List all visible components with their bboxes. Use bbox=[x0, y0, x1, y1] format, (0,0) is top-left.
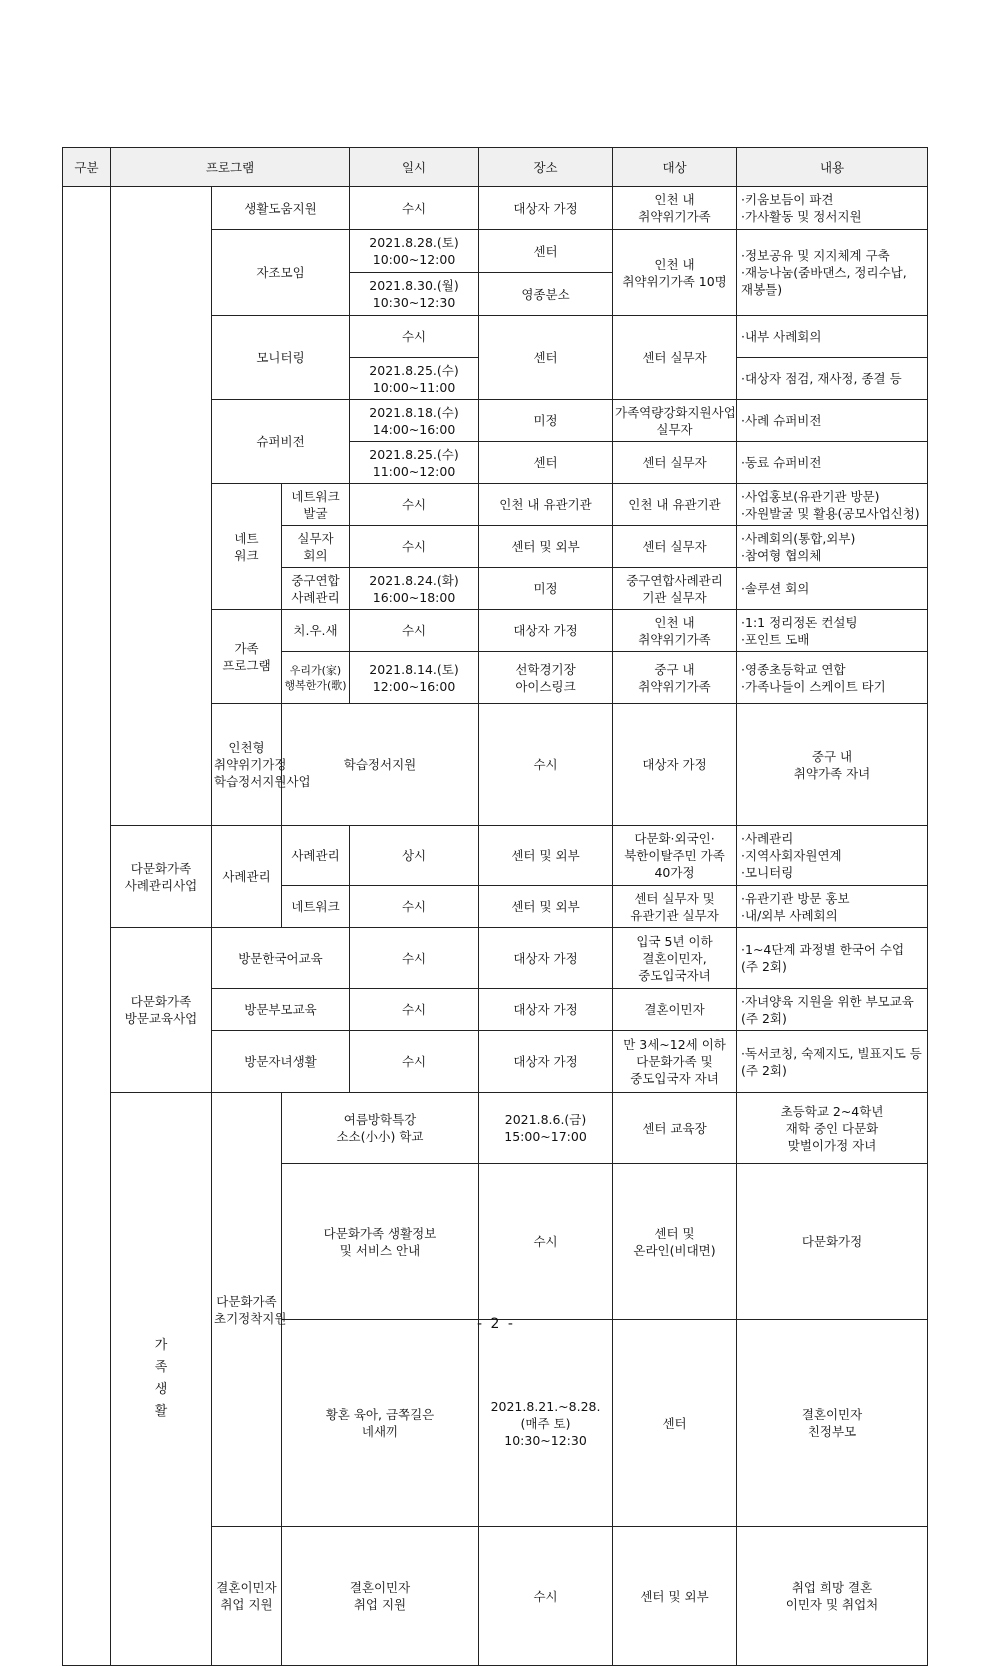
date-cell: 수시 bbox=[479, 1527, 613, 1666]
table-row bbox=[63, 1093, 928, 1164]
place-cell: 선학경기장 아이스링크 bbox=[479, 652, 613, 704]
target-cell: 인천 내 취약위기가족 10명 bbox=[613, 230, 737, 316]
group-cell-blank bbox=[111, 187, 212, 826]
table-row bbox=[63, 826, 928, 886]
target-cell: 초등학교 2~4학년 재학 중인 다문화 맞벌이가정 자녀 bbox=[737, 1093, 928, 1164]
place-cell: 센터 및 외부 bbox=[479, 826, 613, 886]
date-cell: 수시 bbox=[350, 610, 479, 652]
program-name: 여름방학특강 소소(小小) 학교 bbox=[282, 1093, 479, 1164]
category-family-life: 가 족 생 활 bbox=[111, 1093, 212, 1666]
content-cell: ·대상자 점검, 재사정, 종결 등 bbox=[737, 358, 928, 400]
place-cell: 대상자 가정 bbox=[479, 1031, 613, 1093]
content-cell: ·솔루션 회의 bbox=[737, 568, 928, 610]
date-cell: 수시 bbox=[350, 989, 479, 1031]
content-cell: ·사례관리 ·지역사회자원연계 ·모니터링 bbox=[737, 826, 928, 886]
group-name: 다문화가족 초기정착지원 bbox=[212, 1093, 282, 1527]
program-name: 방문한국어교육 bbox=[212, 928, 350, 989]
target-cell: 인천 내 취약위기가족 bbox=[613, 187, 737, 230]
program-name: 사례관리 bbox=[282, 826, 350, 886]
content-cell: ·유관기관 방문 홍보 ·내/외부 사례회의 bbox=[737, 886, 928, 928]
program-name: 치.우.새 bbox=[282, 610, 350, 652]
program-name: 학습정서지원 bbox=[282, 704, 479, 826]
date-cell: 2021.8.6.(금) 15:00~17:00 bbox=[479, 1093, 613, 1164]
place-cell: 센터 bbox=[613, 1320, 737, 1527]
header-row bbox=[63, 148, 928, 187]
place-cell: 대상자 가정 bbox=[479, 989, 613, 1031]
target-cell: 취업 희망 결혼 이민자 및 취업처 bbox=[737, 1527, 928, 1666]
date-cell: 수시 bbox=[350, 316, 479, 358]
place-cell: 센터 교육장 bbox=[613, 1093, 737, 1164]
program-name: 생활도움지원 bbox=[212, 187, 350, 230]
program-name: 네트워크 발굴 bbox=[282, 484, 350, 526]
program-name: 우리가(家) 행복한가(歌) bbox=[282, 652, 350, 704]
place-cell: 대상자 가정 bbox=[479, 610, 613, 652]
content-cell: ·독서코칭, 숙제지도, 빌표지도 등 (주 2회) bbox=[737, 1031, 928, 1093]
date-cell: 상시 bbox=[350, 826, 479, 886]
program-name: 슈퍼비전 bbox=[212, 400, 350, 484]
program-table bbox=[62, 147, 928, 1666]
table-row bbox=[63, 928, 928, 989]
date-cell: 수시 bbox=[479, 704, 613, 826]
group-name: 결혼이민자 취업 지원 bbox=[212, 1527, 282, 1666]
content-cell: ·사례 슈퍼비전 bbox=[737, 400, 928, 442]
content-cell: ·동료 슈퍼비전 bbox=[737, 442, 928, 484]
program-name: 실무자 회의 bbox=[282, 526, 350, 568]
date-cell: 2021.8.25.(수) 11:00~12:00 bbox=[350, 442, 479, 484]
place-cell: 센터 bbox=[479, 230, 613, 273]
header-program: 프로그램 bbox=[111, 148, 350, 187]
content-cell: ·영종초등학교 연합 ·가족나들이 스케이트 타기 bbox=[737, 652, 928, 704]
program-name: 방문자녀생활 bbox=[212, 1031, 350, 1093]
target-cell: 입국 5년 이하 결혼이민자, 중도입국자녀 bbox=[613, 928, 737, 989]
header-target: 대상 bbox=[613, 148, 737, 187]
program-name: 중구연합 사례관리 bbox=[282, 568, 350, 610]
content-cell: ·자녀양육 지원을 위한 부모교육 (주 2회) bbox=[737, 989, 928, 1031]
target-cell: 센터 실무자 bbox=[613, 316, 737, 400]
target-cell: 결혼이민자 bbox=[613, 989, 737, 1031]
date-cell: 수시 bbox=[350, 526, 479, 568]
group-name: 인천형 취약위기가정 학습정서지원사업 bbox=[212, 704, 282, 826]
date-cell: 2021.8.25.(수) 10:00~11:00 bbox=[350, 358, 479, 400]
place-cell: 대상자 가정 bbox=[479, 187, 613, 230]
place-cell: 센터 및 외부 bbox=[479, 886, 613, 928]
date-cell: 수시 bbox=[350, 1031, 479, 1093]
place-cell: 영종분소 bbox=[479, 273, 613, 316]
target-cell: 결혼이민자 친정부모 bbox=[737, 1320, 928, 1527]
date-cell: 2021.8.24.(화) 16:00~18:00 bbox=[350, 568, 479, 610]
date-cell: 2021.8.28.(토) 10:00~12:00 bbox=[350, 230, 479, 273]
program-name: 네트워크 bbox=[282, 886, 350, 928]
place-cell: 센터 bbox=[479, 442, 613, 484]
target-cell: 다문화가정 bbox=[737, 1164, 928, 1320]
date-cell: 수시 bbox=[350, 886, 479, 928]
target-cell: 인천 내 취약위기가족 bbox=[613, 610, 737, 652]
category-cell-blank bbox=[63, 187, 111, 1666]
target-cell: 인천 내 유관기관 bbox=[613, 484, 737, 526]
target-cell: 가족역량강화지원사업 실무자 bbox=[613, 400, 737, 442]
header-place: 장소 bbox=[479, 148, 613, 187]
date-cell: 수시 bbox=[350, 187, 479, 230]
content-cell: ·1~4단계 과정별 한국어 수업 (주 2회) bbox=[737, 928, 928, 989]
program-name: 방문부모교육 bbox=[212, 989, 350, 1031]
date-cell: 수시 bbox=[479, 1164, 613, 1320]
program-name: 자조모임 bbox=[212, 230, 350, 316]
place-cell: 미정 bbox=[479, 400, 613, 442]
date-cell: 2021.8.14.(토) 12:00~16:00 bbox=[350, 652, 479, 704]
subgroup-network: 네트 워크 bbox=[212, 484, 282, 610]
date-cell: 수시 bbox=[350, 484, 479, 526]
content-cell: ·사업홍보(유관기관 방문) ·자원발굴 및 활용(공모사업신청) bbox=[737, 484, 928, 526]
date-cell: 수시 bbox=[350, 928, 479, 989]
page-number: - 2 - bbox=[477, 1316, 515, 1332]
subgroup-case: 사례관리 bbox=[212, 826, 282, 928]
date-cell: 2021.8.30.(월) 10:30~12:30 bbox=[350, 273, 479, 316]
content-cell: ·내부 사례회의 bbox=[737, 316, 928, 358]
place-cell: 센터 및 외부 bbox=[613, 1527, 737, 1666]
place-cell: 대상자 가정 bbox=[479, 928, 613, 989]
program-name: 모니터링 bbox=[212, 316, 350, 400]
subgroup-family-program: 가족 프로그램 bbox=[212, 610, 282, 704]
target-cell: 다문화·외국인· 북한이탈주민 가족 40가정 bbox=[613, 826, 737, 886]
header-gubun: 구분 bbox=[63, 148, 111, 187]
target-cell: 센터 실무자 및 유관기관 실무자 bbox=[613, 886, 737, 928]
place-cell: 센터 및 외부 bbox=[479, 526, 613, 568]
table-row bbox=[63, 187, 928, 230]
content-cell: ·키움보듬이 파견 ·가사활동 및 정서지원 bbox=[737, 187, 928, 230]
content-cell: ·1:1 정리정돈 컨설팅 ·포인트 도배 bbox=[737, 610, 928, 652]
program-name: 황혼 육아, 금쪽길은 네새끼 bbox=[282, 1320, 479, 1527]
target-cell: 만 3세~12세 이하 다문화가족 및 중도입국자 자녀 bbox=[613, 1031, 737, 1093]
group-name: 다문화가족 방문교육사업 bbox=[111, 928, 212, 1093]
target-cell: 중구연합사례관리 기관 실무자 bbox=[613, 568, 737, 610]
date-cell: 2021.8.21.~8.28. (매주 토) 10:30~12:30 bbox=[479, 1320, 613, 1527]
target-cell: 센터 실무자 bbox=[613, 526, 737, 568]
content-cell: ·사례회의(통합,외부) ·참여형 협의체 bbox=[737, 526, 928, 568]
header-date: 일시 bbox=[350, 148, 479, 187]
content-cell: ·정보공유 및 지지체계 구축 ·재능나눔(줌바댄스, 정리수납, 재봉틀) bbox=[737, 230, 928, 316]
place-cell: 미정 bbox=[479, 568, 613, 610]
target-cell: 센터 실무자 bbox=[613, 442, 737, 484]
program-name: 다문화가족 생활정보 및 서비스 안내 bbox=[282, 1164, 479, 1320]
group-name: 다문화가족 사례관리사업 bbox=[111, 826, 212, 928]
header-content: 내용 bbox=[737, 148, 928, 187]
target-cell: 중구 내 취약가족 자녀 bbox=[737, 704, 928, 826]
date-cell: 2021.8.18.(수) 14:00~16:00 bbox=[350, 400, 479, 442]
place-cell: 센터 및 온라인(비대면) bbox=[613, 1164, 737, 1320]
target-cell: 중구 내 취약위기가족 bbox=[613, 652, 737, 704]
place-cell: 대상자 가정 bbox=[613, 704, 737, 826]
program-name: 결혼이민자 취업 지원 bbox=[282, 1527, 479, 1666]
place-cell: 센터 bbox=[479, 316, 613, 400]
place-cell: 인천 내 유관기관 bbox=[479, 484, 613, 526]
